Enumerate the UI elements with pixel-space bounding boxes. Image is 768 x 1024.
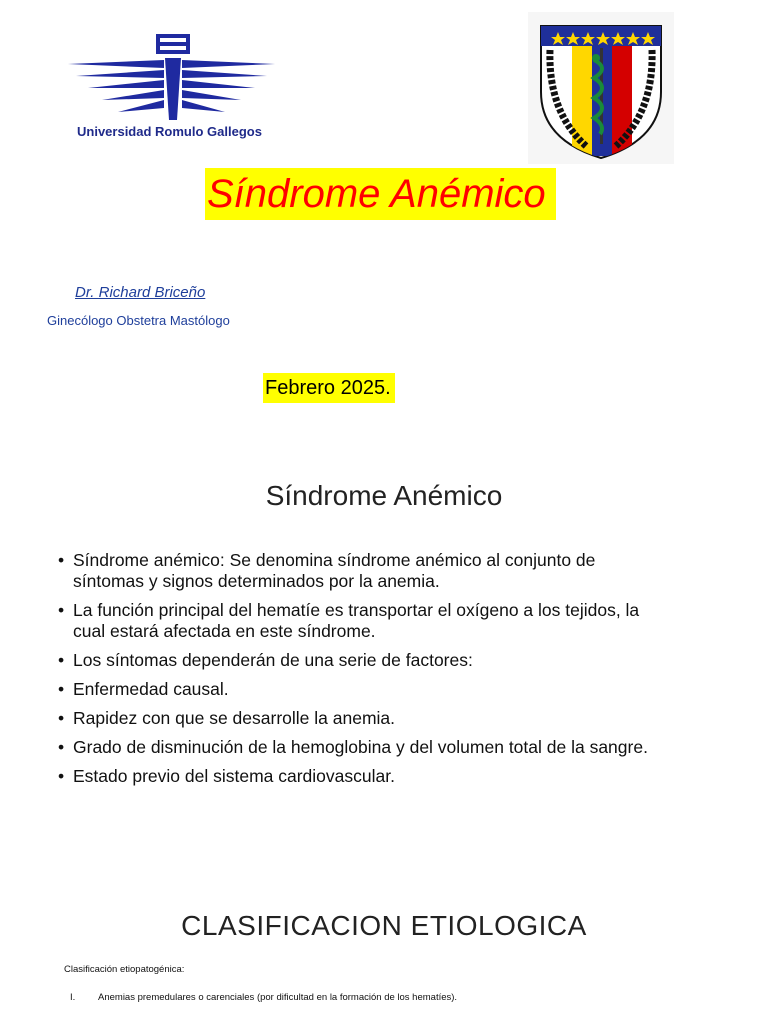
bullet-icon: •: [58, 708, 65, 728]
bullet-icon: •: [58, 679, 65, 699]
list-item: • Estado previo del sistema cardiovascular.: [58, 766, 395, 786]
slide-title: CLASIFICACION ETIOLOGICA: [181, 910, 587, 941]
university-name: Universidad Romulo Gallegos: [77, 124, 262, 139]
list-item: • Los síntomas dependerán de una serie de factores:: [58, 650, 473, 670]
bullet-icon: •: [58, 550, 65, 570]
list-item: • Grado de disminución de la hemoglobina y del volumen total de la sangre.: [58, 737, 648, 757]
classification-item: [70, 991, 510, 1005]
presentation-title: Síndrome Anémico: [205, 168, 556, 220]
bullet-icon: •: [58, 737, 65, 757]
author-specialty: Ginecólogo Obstetra Mastólogo: [47, 313, 230, 328]
urg-wings-icon: [64, 30, 279, 125]
content-slide: [0, 450, 768, 850]
bullet-icon: •: [58, 766, 65, 786]
item-text: Anemias premedulares o carenciales (por dificultad en la formación de los hematíes).: [98, 992, 458, 1003]
author-name: Dr. Richard Briceño: [75, 284, 206, 301]
list-item: • Síndrome anémico: Se denomina síndrome anémico al conjunto de síntomas y signos determinados por la anemia.: [58, 550, 596, 591]
bullet-icon: •: [58, 600, 65, 620]
presentation-date: Febrero 2025.: [263, 373, 395, 403]
list-item: • La función principal del hematíe es transportar el oxígeno a los tejidos, la cual estará afectada en este síndrome.: [58, 600, 640, 641]
list-item: • Rapidez con que se desarrolle la anemia.: [58, 708, 395, 728]
title-slide: [0, 0, 768, 450]
bullet-icon: •: [58, 650, 65, 670]
hospital-seal: [528, 12, 674, 164]
hospital-shield-icon: [528, 12, 674, 164]
bullet-list: [58, 550, 658, 795]
slide-title: Síndrome Anémico: [265, 480, 503, 511]
list-item: • Enfermedad causal.: [58, 679, 229, 699]
classification-slide: [0, 850, 768, 1024]
item-number: I.: [70, 992, 76, 1003]
classification-subtitle: Clasificación etiopatogénica:: [64, 964, 185, 975]
